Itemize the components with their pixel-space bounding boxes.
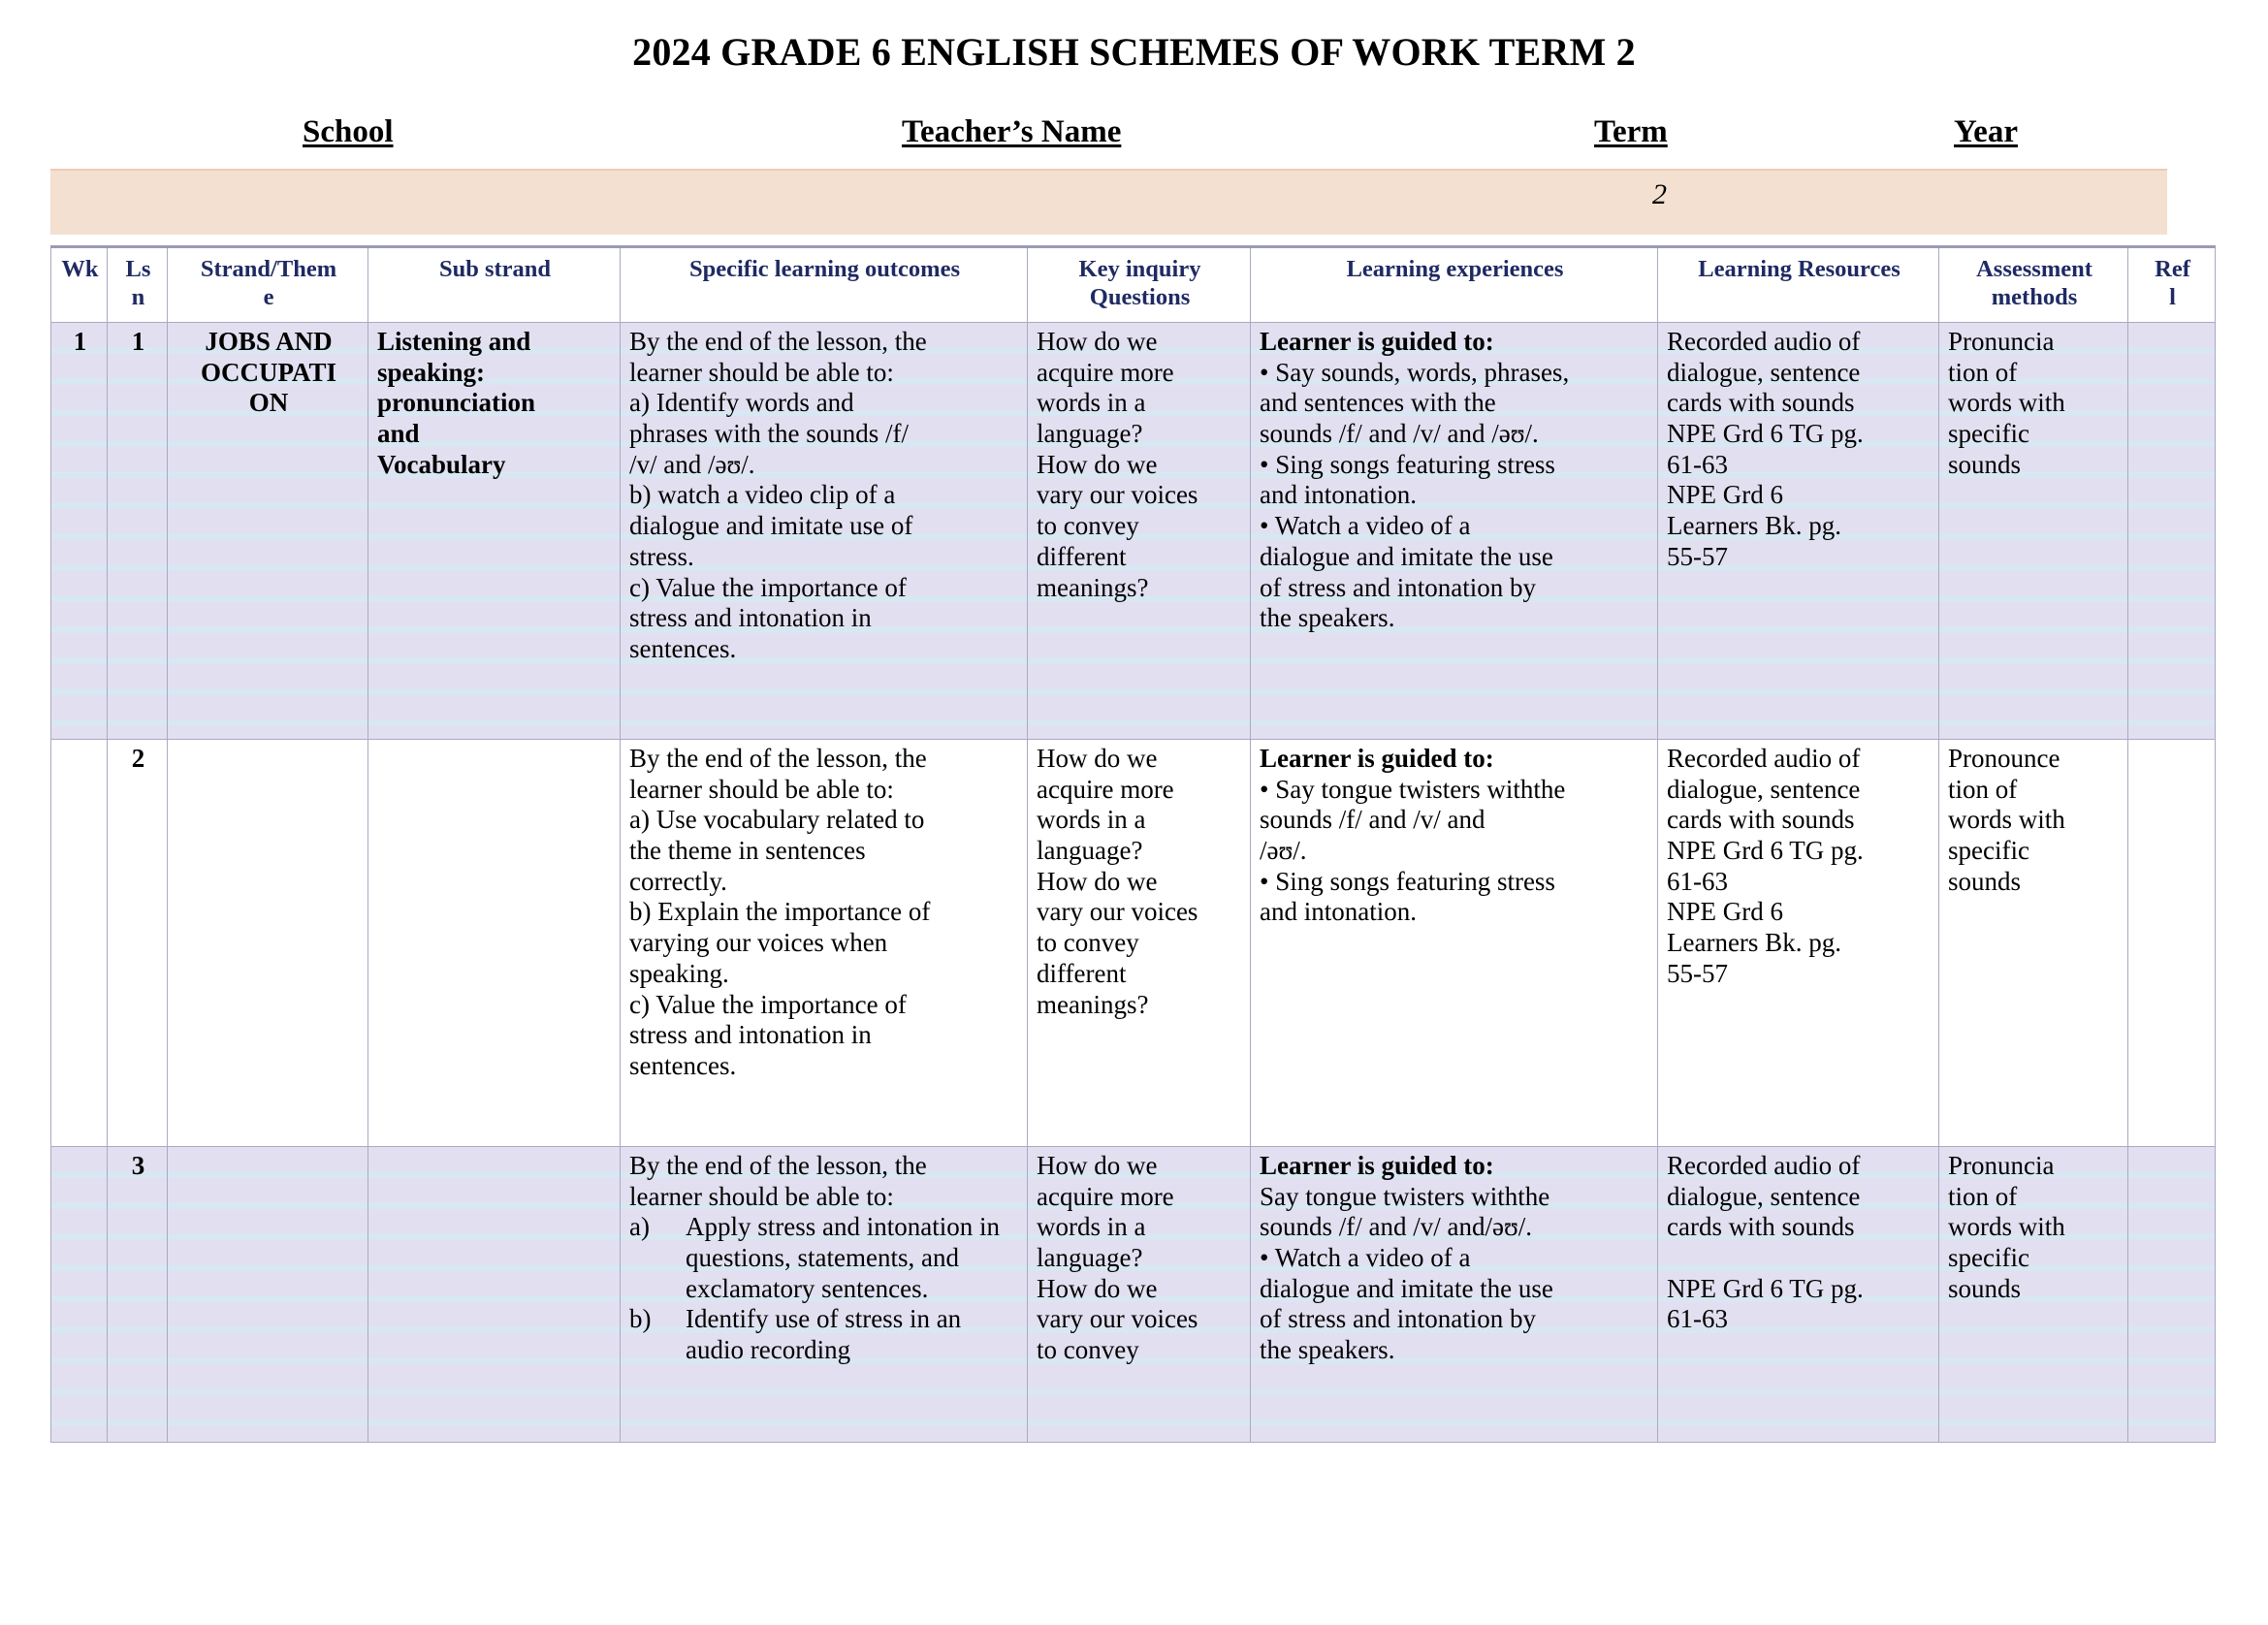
lexp-line: • Sing songs featuring stress	[1260, 866, 1555, 896]
cell-learning-experiences	[1251, 739, 1658, 1146]
col-header-ref-line2: l	[2169, 283, 2176, 310]
lres-line: 61-63	[1667, 1304, 1728, 1334]
slo-line: c) Value the importance of	[629, 572, 907, 602]
strand-line: OCCUPATI	[201, 357, 336, 387]
kiq-line: to convey	[1037, 511, 1139, 541]
lexp-line: • Say sounds, words, phrases,	[1260, 357, 1570, 387]
col-header-wk-label: Wk	[61, 256, 99, 282]
lexp-line: • Say tongue twisters withthe	[1260, 774, 1566, 804]
kiq-line: to convey	[1037, 1335, 1139, 1365]
cell-week	[51, 1146, 108, 1442]
cell-learning-resources	[1658, 739, 1939, 1146]
schemes-of-work-table	[50, 245, 2216, 1443]
slo-list-item: a) Apply stress and intonation in questions, statements, and exclamatory sentences.	[629, 1212, 1000, 1303]
lres-line: dialogue, sentence	[1667, 357, 1861, 387]
table-row	[51, 739, 2216, 1146]
kiq-line: How do we	[1037, 1273, 1158, 1303]
asm-line: Pronounce	[1948, 743, 2060, 773]
slo-line: By the end of the lesson, the	[629, 743, 927, 773]
lexp-line: the speakers.	[1260, 603, 1395, 633]
col-header-slo-label: Specific learning outcomes	[689, 256, 960, 282]
asm-line: Pronuncia	[1948, 326, 2055, 356]
lres-line: cards with sounds	[1667, 805, 1855, 835]
cell-sub-strand	[368, 1146, 621, 1442]
strand-line: ON	[248, 388, 289, 418]
kiq-line: meanings?	[1037, 989, 1149, 1019]
cell-week: 1	[51, 322, 108, 739]
lres-line: NPE Grd 6	[1667, 480, 1783, 510]
slo-line: stress and intonation in	[629, 603, 872, 633]
meta-values-banner	[50, 169, 2167, 235]
cell-specific-learning-outcomes	[621, 322, 1028, 739]
kiq-line: How do we	[1037, 743, 1158, 773]
lexp-line: • Watch a video of a	[1260, 511, 1471, 541]
kiq-line: meanings?	[1037, 572, 1149, 602]
slo-line: By the end of the lesson, the	[629, 1150, 927, 1180]
slo-line: c) Value the importance of	[629, 989, 907, 1019]
lexp-line: of stress and intonation by	[1260, 572, 1536, 602]
col-header-sub-strand	[368, 247, 621, 323]
asm-line: tion of	[1948, 774, 2018, 804]
cell-learning-experiences	[1251, 322, 1658, 739]
col-header-wk	[51, 247, 108, 323]
asm-line: tion of	[1948, 357, 2018, 387]
kiq-line: vary our voices	[1037, 1304, 1198, 1334]
col-header-ref-line1: Ref	[2155, 256, 2190, 282]
lres-line: Recorded audio of	[1667, 326, 1861, 356]
slo-line: stress and intonation in	[629, 1020, 872, 1050]
year-label: Year	[1954, 114, 2018, 149]
slo-list-marker: a)	[629, 1212, 650, 1242]
asm-line: specific	[1948, 418, 2029, 448]
slo-line: b) watch a video clip of a	[629, 480, 896, 510]
sub-strand-line: Vocabulary	[377, 449, 506, 479]
slo-line: correctly.	[629, 866, 727, 896]
page-title: 2024 GRADE 6 ENGLISH SCHEMES OF WORK TERM 2	[632, 30, 1636, 74]
kiq-line: different	[1037, 958, 1127, 988]
lexp-lead: Learner is guided to:	[1260, 1150, 1494, 1180]
lres-line: dialogue, sentence	[1667, 774, 1861, 804]
col-header-strand-line2: e	[263, 283, 274, 310]
kiq-line: language?	[1037, 418, 1143, 448]
cell-lesson: 3	[108, 1146, 168, 1442]
asm-line: words with	[1948, 388, 2065, 418]
document-page	[0, 21, 2268, 1625]
lres-line: dialogue, sentence	[1667, 1181, 1861, 1211]
asm-line: specific	[1948, 835, 2029, 865]
col-header-lsn	[108, 247, 168, 323]
asm-line: words with	[1948, 805, 2065, 835]
col-header-specific-learning-outcomes	[621, 247, 1028, 323]
slo-line: a) Identify words and	[629, 388, 854, 418]
slo-line: learner should be able to:	[629, 774, 894, 804]
cell-sub-strand	[368, 739, 621, 1146]
cell-specific-learning-outcomes	[621, 1146, 1028, 1442]
school-label: School	[303, 114, 394, 149]
lres-line: Recorded audio of	[1667, 743, 1861, 773]
col-header-assessment-methods	[1939, 247, 2128, 323]
meta-labels-row	[0, 114, 2268, 169]
cell-key-inquiry-questions	[1028, 739, 1251, 1146]
cell-strand	[168, 322, 368, 739]
col-header-learning-resources	[1658, 247, 1939, 323]
lres-line-blank	[1667, 1243, 1932, 1274]
cell-key-inquiry-questions	[1028, 322, 1251, 739]
term-label: Term	[1594, 114, 1668, 149]
lres-line: NPE Grd 6	[1667, 897, 1783, 927]
slo-line: stress.	[629, 541, 694, 571]
cell-sub-strand	[368, 322, 621, 739]
table-body	[51, 322, 2216, 1442]
col-header-strand	[168, 247, 368, 323]
table-header-row	[51, 247, 2216, 323]
cell-strand	[168, 739, 368, 1146]
lexp-line: sounds /f/ and /v/ and/əʊ/.	[1260, 1212, 1533, 1242]
asm-line: tion of	[1948, 1181, 2018, 1211]
lexp-line: the speakers.	[1260, 1335, 1395, 1365]
kiq-line: language?	[1037, 1242, 1143, 1272]
lres-line: 61-63	[1667, 449, 1728, 479]
asm-line: words with	[1948, 1212, 2065, 1242]
kiq-line: to convey	[1037, 928, 1139, 958]
lexp-line: and intonation.	[1260, 480, 1417, 510]
kiq-line: How do we	[1037, 449, 1158, 479]
slo-line: By the end of the lesson, the	[629, 326, 927, 356]
slo-line: learner should be able to:	[629, 1181, 894, 1211]
lexp-line: • Sing songs featuring stress	[1260, 449, 1555, 479]
asm-line: sounds	[1948, 449, 2022, 479]
kiq-line: language?	[1037, 835, 1143, 865]
kiq-line: acquire more	[1037, 357, 1174, 387]
col-header-kiq-line1: Key inquiry	[1078, 256, 1201, 282]
asm-line: sounds	[1948, 866, 2022, 896]
lres-line: NPE Grd 6 TG pg.	[1667, 835, 1864, 865]
kiq-line: words in a	[1037, 388, 1146, 418]
kiq-line: vary our voices	[1037, 897, 1198, 927]
col-header-asm-line1: Assessment	[1976, 256, 2092, 282]
strand-line: JOBS AND	[205, 326, 333, 356]
col-header-asm-line2: methods	[1991, 283, 2078, 310]
cell-assessment-methods	[1939, 739, 2128, 1146]
kiq-line: acquire more	[1037, 1181, 1174, 1211]
slo-line: /v/ and /əʊ/.	[629, 449, 755, 479]
lres-line: Learners Bk. pg.	[1667, 511, 1841, 541]
cell-specific-learning-outcomes	[621, 739, 1028, 1146]
lres-line: 55-57	[1667, 541, 1728, 571]
kiq-line: acquire more	[1037, 774, 1174, 804]
lexp-lead: Learner is guided to:	[1260, 326, 1494, 356]
slo-line: varying our voices when	[629, 928, 888, 958]
col-header-ref	[2128, 247, 2216, 323]
asm-line: Pronuncia	[1948, 1150, 2055, 1180]
lres-line: NPE Grd 6 TG pg.	[1667, 1273, 1864, 1303]
col-header-lexp-label: Learning experiences	[1346, 256, 1564, 282]
col-header-lres-label: Learning Resources	[1698, 256, 1901, 282]
lexp-line: • Watch a video of a	[1260, 1242, 1471, 1272]
lres-line: Learners Bk. pg.	[1667, 928, 1841, 958]
slo-line: learner should be able to:	[629, 357, 894, 387]
slo-line: a) Use vocabulary related to	[629, 805, 925, 835]
col-header-key-inquiry-questions	[1028, 247, 1251, 323]
lexp-line: dialogue and imitate the use	[1260, 1273, 1553, 1303]
table-row	[51, 1146, 2216, 1442]
cell-learning-resources	[1658, 322, 1939, 739]
kiq-line: How do we	[1037, 326, 1158, 356]
cell-key-inquiry-questions	[1028, 1146, 1251, 1442]
cell-ref	[2128, 1146, 2216, 1442]
cell-strand	[168, 1146, 368, 1442]
sub-strand-line: speaking:	[377, 357, 486, 387]
cell-ref	[2128, 322, 2216, 739]
kiq-line: How do we	[1037, 866, 1158, 896]
lexp-line: /əʊ/.	[1260, 835, 1307, 865]
sub-strand-line: pronunciation	[377, 388, 536, 418]
lexp-line: Say tongue twisters withthe	[1260, 1181, 1550, 1211]
slo-line: dialogue and imitate use of	[629, 511, 913, 541]
lres-line: NPE Grd 6 TG pg.	[1667, 418, 1864, 448]
slo-line: sentences.	[629, 634, 737, 663]
lexp-line: dialogue and imitate the use	[1260, 541, 1553, 571]
slo-line: b) Explain the importance of	[629, 897, 931, 927]
cell-assessment-methods	[1939, 322, 2128, 739]
kiq-line: different	[1037, 541, 1127, 571]
cell-lesson: 1	[108, 322, 168, 739]
kiq-line: vary our voices	[1037, 480, 1198, 510]
lres-line: cards with sounds	[1667, 1212, 1855, 1242]
lres-line: 61-63	[1667, 866, 1728, 896]
cell-assessment-methods	[1939, 1146, 2128, 1442]
sub-strand-line: Listening and	[377, 326, 531, 356]
lres-line: 55-57	[1667, 958, 1728, 988]
slo-line: sentences.	[629, 1051, 737, 1080]
teacher-name-label: Teacher’s Name	[902, 114, 1122, 149]
lexp-line: sounds /f/ and /v/ and	[1260, 805, 1485, 835]
slo-line: speaking.	[629, 958, 729, 988]
lexp-line: and intonation.	[1260, 897, 1417, 927]
cell-learning-resources	[1658, 1146, 1939, 1442]
col-header-learning-experiences	[1251, 247, 1658, 323]
col-header-sub-strand-label: Sub strand	[438, 256, 552, 282]
asm-line: sounds	[1948, 1273, 2022, 1303]
kiq-line: How do we	[1037, 1150, 1158, 1180]
asm-line: specific	[1948, 1242, 2029, 1272]
lexp-line: and sentences with the	[1260, 388, 1496, 418]
col-header-lsn-line1: Ls	[125, 256, 151, 282]
cell-learning-experiences	[1251, 1146, 1658, 1442]
col-header-lsn-line2: n	[131, 283, 145, 310]
kiq-line: words in a	[1037, 805, 1146, 835]
lexp-line: sounds /f/ and /v/ and /əʊ/.	[1260, 418, 1539, 448]
cell-lesson: 2	[108, 739, 168, 1146]
sub-strand-line: and	[377, 418, 420, 448]
slo-line: phrases with the sounds /f/	[629, 418, 909, 448]
kiq-line: words in a	[1037, 1212, 1146, 1242]
cell-week	[51, 739, 108, 1146]
col-header-kiq-line2: Questions	[1089, 283, 1191, 310]
term-value: 2	[1652, 178, 1667, 210]
lexp-lead: Learner is guided to:	[1260, 743, 1494, 773]
cell-ref	[2128, 739, 2216, 1146]
slo-line: the theme in sentences	[629, 835, 866, 865]
lres-line: cards with sounds	[1667, 388, 1855, 418]
lres-line: Recorded audio of	[1667, 1150, 1861, 1180]
table-row	[51, 322, 2216, 739]
slo-list-item: b) Identify use of stress in an audio recording	[629, 1304, 962, 1365]
col-header-strand-line1: Strand/Them	[200, 256, 337, 282]
slo-list-marker: b)	[629, 1304, 652, 1334]
lexp-line: of stress and intonation by	[1260, 1304, 1536, 1334]
